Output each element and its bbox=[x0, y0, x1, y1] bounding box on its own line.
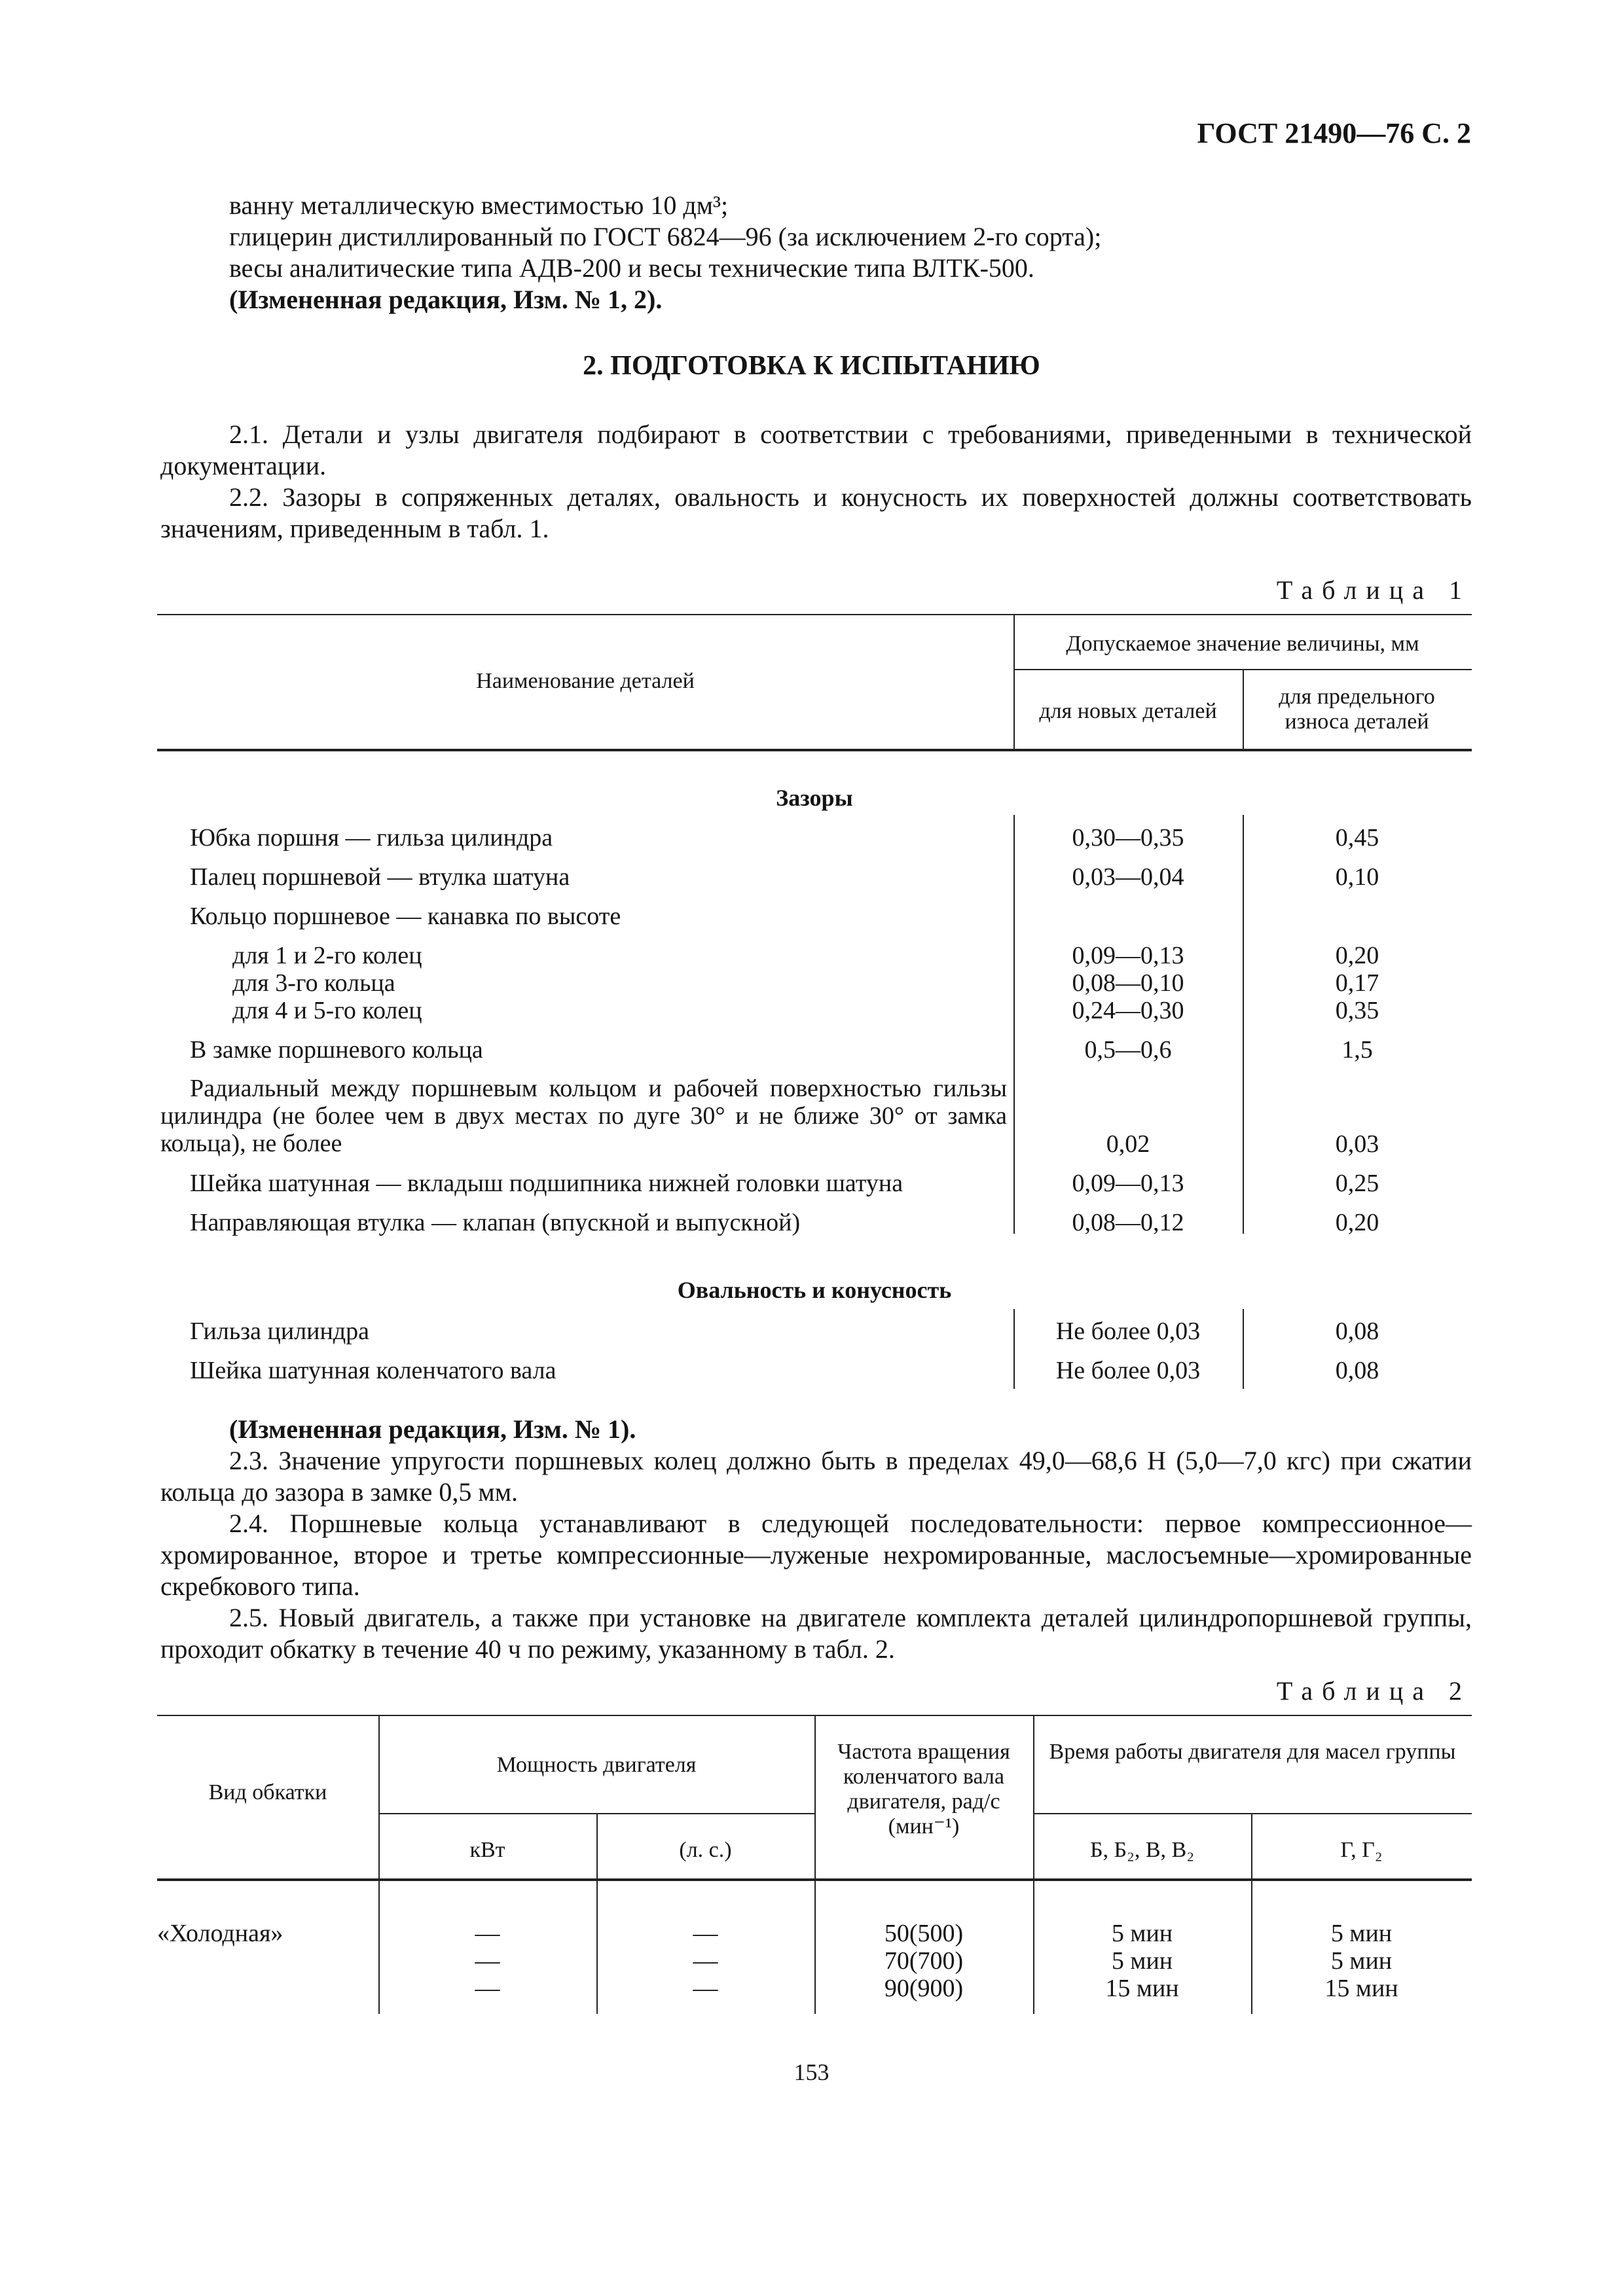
table1-section-gaps: Зазоры bbox=[776, 785, 853, 811]
table-row-name: Шейка шатунная коленчатого вала bbox=[190, 1357, 556, 1384]
table-row-name: Гильза цилиндра bbox=[190, 1318, 370, 1345]
table-row-new: Не более 0,03 bbox=[1055, 1318, 1201, 1345]
table-row-kw: — bbox=[475, 1975, 500, 2002]
intro-list bbox=[229, 190, 1473, 315]
table2-caption: Таблица 2 bbox=[1276, 1676, 1471, 1706]
table2-kind: «Холодная» bbox=[157, 1920, 283, 1947]
table-row-name: Радиальный между поршневым кольцом и рабочей поверхностью гильзы цилиндра (не более чем в двух местах по дуге 30° и не ближе 30° от замка кольца), не более bbox=[160, 1075, 1007, 1157]
paragraph-2-4: 2.4. Поршневые кольца устанавливают в следующей последовательности: первое компрессионное—хромированное, второе и третье компрессионные—луженые нехромированные, маслосъемные—хромированные скребкового типа. bbox=[160, 1509, 1472, 1601]
table-row-name: Юбка поршня — гильза цилиндра bbox=[190, 824, 553, 852]
table-row-name: В замке поршневого кольца bbox=[190, 1036, 483, 1064]
table-row-limit: 0,17 bbox=[1335, 969, 1379, 997]
table-row-name: для 3-го кольца bbox=[232, 969, 395, 997]
table1-header-name: Наименование деталей bbox=[476, 669, 695, 693]
table-row-limit: 0,45 bbox=[1335, 824, 1379, 852]
paragraph-2-3: 2.3. Значение упругости поршневых колец должно быть в пределах 49,0—68,6 Н (5,0—7,0 кгс) при сжатии кольца до зазора в замке 0,5 мм. bbox=[160, 1446, 1472, 1507]
document-header: ГОСТ 21490—76 С. 2 bbox=[1197, 117, 1471, 149]
table-row-hp: — bbox=[693, 1947, 718, 1975]
table-row-hp: — bbox=[693, 1920, 718, 1947]
section-paragraphs bbox=[160, 419, 1472, 545]
amendment-note: (Измененная редакция, Изм. № 1). bbox=[229, 1414, 636, 1444]
table2-header-kind: Вид обкатки bbox=[208, 1780, 327, 1804]
intro-item: глицерин дистиллированный по ГОСТ 6824—96 (за исключением 2-го сорта); bbox=[229, 222, 1102, 251]
table-row-limit: 0,20 bbox=[1335, 942, 1379, 969]
table-row-new: 0,09—0,13 bbox=[1072, 1170, 1184, 1197]
table2-header-time: Время работы двигателя для масел группы bbox=[1049, 1740, 1456, 1764]
table-row-limit: 0,20 bbox=[1335, 1209, 1379, 1236]
table-row-freq: 50(500) bbox=[884, 1920, 964, 1947]
paragraph-2-5: 2.5. Новый двигатель, а также при установке на двигателе комплекта деталей цилиндропоршневой группы, проходит обкатку в течение 40 ч по режиму, указанному в табл. 2. bbox=[160, 1603, 1472, 1664]
table1-header-new: для новых деталей bbox=[1039, 699, 1217, 723]
table-row-new: 0,03—0,04 bbox=[1072, 863, 1184, 891]
table-row-limit: 0,25 bbox=[1335, 1170, 1379, 1197]
intro-item: весы аналитические типа АДВ-200 и весы технические типа ВЛТК-500. bbox=[229, 253, 1034, 283]
table2-header-group-1: Б, Б₂, В, В₂ bbox=[1089, 1838, 1195, 1862]
table-row-new: 0,5—0,6 bbox=[1084, 1036, 1172, 1064]
table-row-name: Шейка шатунная — вкладыш подшипника нижней головки шатуна bbox=[190, 1170, 903, 1197]
table-row-name: Палец поршневой — втулка шатуна bbox=[190, 863, 570, 891]
table-row-kw: — bbox=[475, 1947, 500, 1975]
table2-header-freq: Частота вращения коленчатого вала двигателя, рад/с (мин⁻¹) bbox=[837, 1740, 1010, 1839]
table-row-time-1: 5 мин bbox=[1111, 1947, 1173, 1975]
table-row-limit: 0,08 bbox=[1335, 1318, 1379, 1345]
table-row-name: для 4 и 5-го колец bbox=[232, 997, 422, 1024]
paragraph-2-2: 2.2. Зазоры в сопряженных деталях, овальность и конусность их поверхностей должны соответствовать значениям, приведенным в табл. 1. bbox=[160, 482, 1472, 543]
table-row-time-2: 5 мин bbox=[1330, 1947, 1393, 1975]
table-row-name: Направляющая втулка — клапан (впускной и выпускной) bbox=[190, 1209, 801, 1236]
table-row-new: 0,08—0,12 bbox=[1072, 1209, 1184, 1236]
table2-header-hp: (л. с.) bbox=[679, 1838, 732, 1862]
table-row-time-2: 5 мин bbox=[1330, 1920, 1393, 1947]
table-row-new: 0,24—0,30 bbox=[1072, 997, 1184, 1024]
table-row-limit: 0,03 bbox=[1335, 1130, 1379, 1158]
table-row-kw: — bbox=[475, 1920, 500, 1947]
table1-section-oval: Овальность и конусность bbox=[677, 1277, 952, 1303]
table1-caption: Таблица 1 bbox=[1276, 575, 1471, 605]
table-row-name: для 1 и 2-го колец bbox=[232, 942, 422, 969]
table-row-new: 0,09—0,13 bbox=[1072, 942, 1184, 969]
table-row-new: 0,30—0,35 bbox=[1072, 824, 1184, 852]
table-row-hp: — bbox=[693, 1975, 718, 2002]
table-row-new: Не более 0,03 bbox=[1055, 1357, 1201, 1384]
table-row-time-1: 5 мин bbox=[1111, 1920, 1173, 1947]
table1-header-limit: для предельного износа деталей bbox=[1279, 685, 1435, 734]
table-row-new: 0,08—0,10 bbox=[1072, 969, 1184, 997]
table-row-new: 0,02 bbox=[1106, 1130, 1150, 1158]
table-row-name: Кольцо поршневое — канавка по высоте bbox=[190, 903, 621, 930]
amendment-note: (Измененная редакция, Изм. № 1, 2). bbox=[229, 285, 663, 314]
table-row-limit: 0,08 bbox=[1335, 1357, 1379, 1384]
table2-header-group-2: Г, Г₂ bbox=[1340, 1838, 1383, 1862]
table-row-time-2: 15 мин bbox=[1324, 1975, 1398, 2002]
page-number: 153 bbox=[793, 2059, 830, 2085]
table1-header-group: Допускаемое значение величины, мм bbox=[1066, 632, 1419, 656]
table-row-limit: 0,35 bbox=[1335, 997, 1379, 1024]
table-row-time-1: 15 мин bbox=[1105, 1975, 1179, 2002]
table-row-freq: 90(900) bbox=[884, 1975, 964, 2002]
table2-header-kw: кВт bbox=[469, 1838, 505, 1862]
table-row-limit: 1,5 bbox=[1341, 1036, 1373, 1064]
table-row-freq: 70(700) bbox=[884, 1947, 964, 1975]
paragraph-2-1: 2.1. Детали и узлы двигателя подбирают в соответствии с требованиями, приведенными в технической документации. bbox=[160, 420, 1472, 480]
table-row-limit: 0,10 bbox=[1335, 863, 1379, 891]
table2-header-power: Мощность двигателя bbox=[496, 1753, 697, 1777]
section-paragraphs-2 bbox=[160, 1414, 1472, 1665]
section-heading: 2. ПОДГОТОВКА К ИСПЫТАНИЮ bbox=[583, 351, 1040, 381]
intro-item: ванну металлическую вместимостью 10 дм³; bbox=[229, 190, 729, 220]
